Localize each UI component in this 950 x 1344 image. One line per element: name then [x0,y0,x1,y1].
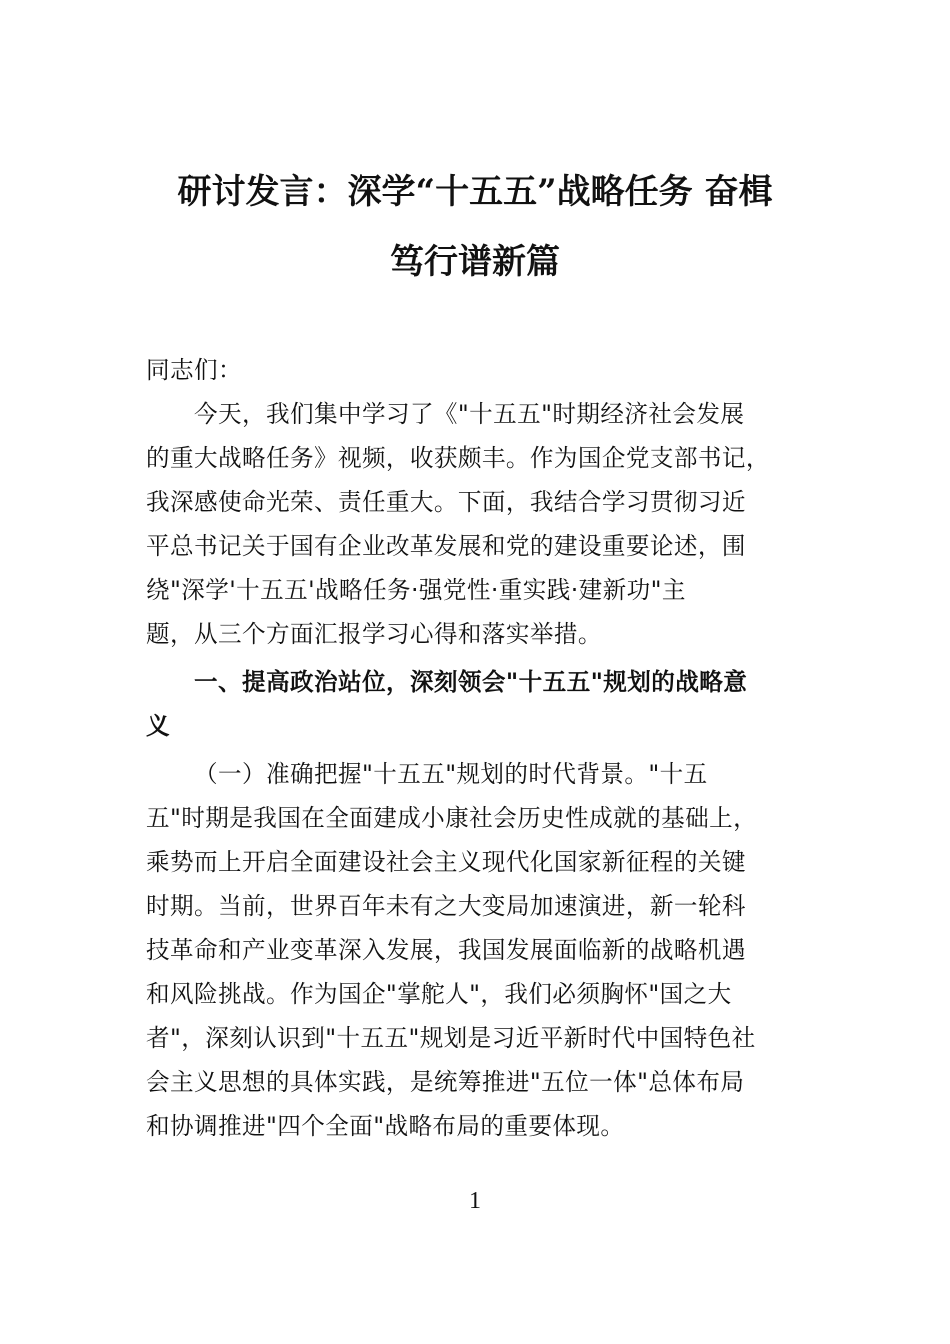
paragraph-line: 和协调推进"四个全面"战略布局的重要体现。 [146,1112,625,1140]
section-heading-line: 一、提高政治站位，深刻领会"十五五"规划的战略意 [194,668,748,696]
paragraph-line: 会主义思想的具体实践，是统筹推进"五位一体"总体布局 [146,1068,745,1096]
paragraph-line: 者"，深刻认识到"十五五"规划是习近平新时代中国特色社 [146,1024,756,1052]
document-title-line-1: 研讨发言：深学“十五五”战略任务 奋楫 [177,172,773,212]
paragraph-line: 今天，我们集中学习了《"十五五"时期经济社会发展 [194,400,745,428]
paragraph-line: 五"时期是我国在全面建成小康社会历史性成就的基础上， [146,804,758,832]
paragraph-line: 的重大战略任务》视频，收获颇丰。作为国企党支部书记， [146,444,770,472]
paragraph-line: 技革命和产业变革深入发展，我国发展面临新的战略机遇 [146,936,746,964]
paragraph-line: 题，从三个方面汇报学习心得和落实举措。 [146,620,602,648]
paragraph-line: 乘势而上开启全面建设社会主义现代化国家新征程的关键 [146,848,746,876]
paragraph-line: 时期。当前，世界百年未有之大变局加速演进，新一轮科 [146,892,746,920]
section-heading-line: 义 [146,712,170,740]
document-title-line-2: 笃行谱新篇 [390,242,560,282]
paragraph-line: 平总书记关于国有企业改革发展和党的建设重要论述，围 [146,532,746,560]
paragraph-line: 和风险挑战。作为国企"掌舵人"，我们必须胸怀"国之大 [146,980,732,1008]
paragraph-line: （一）准确把握"十五五"规划的时代背景。"十五 [194,760,708,788]
paragraph-line: 我深感使命光荣、责任重大。下面，我结合学习贯彻习近 [146,488,746,516]
salutation: 同志们： [146,356,242,384]
page-number: 1 [469,1188,481,1214]
paragraph-line: 绕"深学'十五五'战略任务·强党性·重实践·建新功"主 [146,576,686,604]
